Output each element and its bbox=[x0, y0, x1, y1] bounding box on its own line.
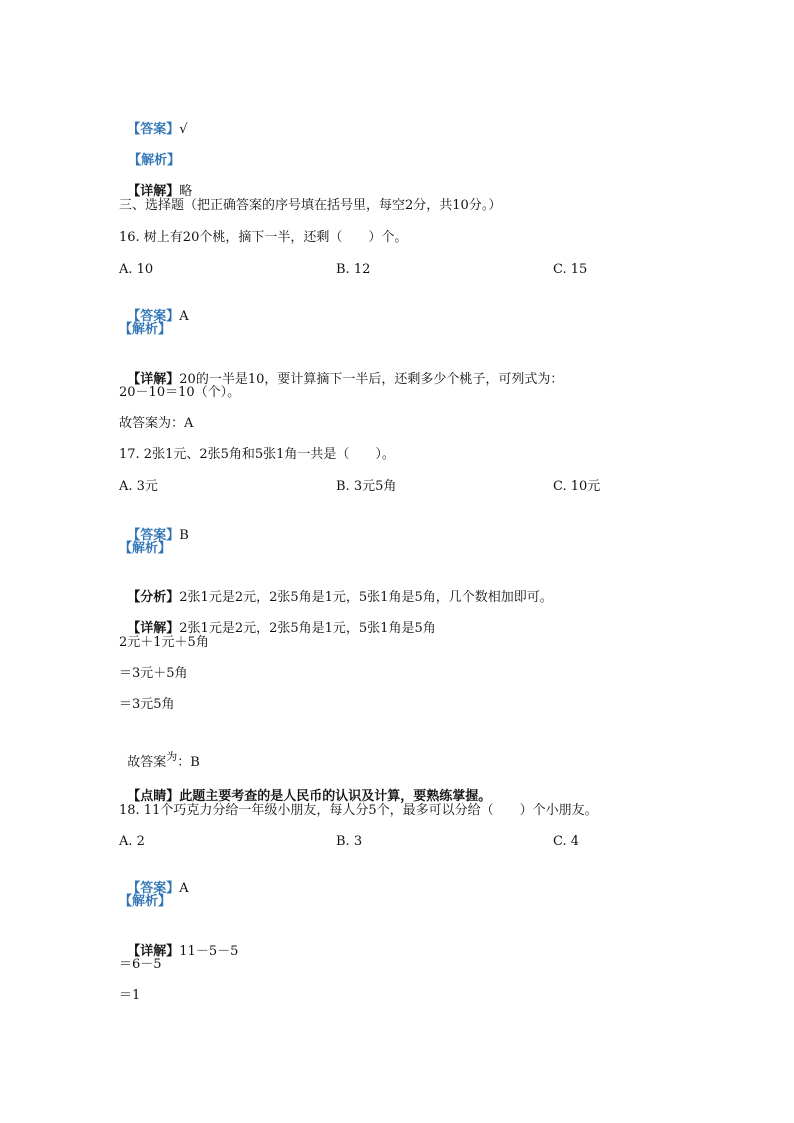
q18-answer-label: 【答案】 bbox=[127, 881, 180, 896]
q17-stem: 17. 2张1元、2张5角和5张1角一共是（ ）。 bbox=[119, 447, 395, 462]
q17-step-3: ＝3元5角 bbox=[119, 697, 175, 712]
q17-dianjing-text: 此题主要考查的是人民币的认识及计算，要熟练掌握。 bbox=[179, 789, 492, 804]
detail-prev bbox=[119, 165, 192, 201]
q17-detail-text: 2张1元是2元，2张5角是1元，5张1角是5角 bbox=[179, 621, 436, 636]
q17-conclusion-b: ：B bbox=[177, 755, 200, 770]
q18-option-a: A. 2 bbox=[119, 834, 145, 849]
q16-option-b: B. 12 bbox=[336, 262, 371, 277]
q17-option-a: A. 3元 bbox=[119, 479, 158, 494]
q17-step-1: 2元＋1元＋5角 bbox=[119, 635, 209, 650]
q17-analysis: 【解析】 bbox=[119, 541, 172, 556]
q16-detail-text: 20的一半是10，要计算摘下一半后，还剩多少个桃子，可列式为： bbox=[179, 372, 564, 387]
answer-label: 【答案】 bbox=[127, 122, 180, 137]
q16-stem: 16. 树上有20个桃，摘下一半，还剩（ ）个。 bbox=[119, 230, 408, 245]
q18-answer-value: A bbox=[179, 881, 189, 896]
detail-value: 略 bbox=[179, 184, 193, 199]
q17-detail-label: 【详解】 bbox=[127, 621, 180, 636]
q16-answer-value: A bbox=[179, 309, 189, 324]
q17-option-b: B. 3元5角 bbox=[336, 479, 397, 494]
q16-answer-label: 【答案】 bbox=[127, 309, 180, 324]
q17-conclusion-sup: 为 bbox=[166, 750, 178, 763]
q17-detail bbox=[119, 602, 436, 638]
q17-fenxi-label: 【分析】 bbox=[127, 590, 180, 605]
q18-option-b: B. 3 bbox=[336, 834, 363, 849]
q17-dianjing-label: 【点睛】 bbox=[127, 789, 180, 804]
q18-stem: 18. 11个巧克力分给一年级小朋友，每人分5个，最多可以分给（ ）个小朋友。 bbox=[119, 803, 598, 818]
q17-conclusion-a: 故答案 bbox=[127, 755, 167, 770]
q18-option-c: C. 4 bbox=[553, 834, 580, 849]
answer-value: √ bbox=[179, 122, 188, 137]
q16-analysis: 【解析】 bbox=[119, 322, 172, 337]
q16-detail-label: 【详解】 bbox=[127, 372, 180, 387]
analysis-label: 【解析】 bbox=[128, 153, 181, 168]
section-3-title: 三、选择题（把正确答案的序号填在括号里，每空2分，共10分。） bbox=[119, 198, 502, 213]
q16-calc: 20－10＝10（个）。 bbox=[119, 385, 241, 400]
q16-option-a: A. 10 bbox=[119, 262, 154, 277]
q18-detail-label: 【详解】 bbox=[127, 944, 180, 959]
q18-detail-text: 11－5－5 bbox=[179, 944, 239, 959]
q17-conclusion bbox=[119, 736, 200, 772]
q17-answer-value: B bbox=[179, 528, 189, 543]
q16-option-c: C. 15 bbox=[553, 262, 588, 277]
q17-dianjing bbox=[119, 770, 491, 806]
q17-step-2: ＝3元＋5角 bbox=[119, 666, 188, 681]
q17-answer-label: 【答案】 bbox=[127, 528, 180, 543]
q18-step-2: ＝1 bbox=[119, 988, 141, 1003]
q16-conclusion: 故答案为：A bbox=[119, 416, 194, 431]
q17-option-c: C. 10元 bbox=[553, 479, 601, 494]
q18-analysis: 【解析】 bbox=[119, 894, 172, 909]
q17-fenxi-text: 2张1元是2元，2张5角是1元，5张1角是5角，几个数相加即可。 bbox=[179, 590, 553, 605]
detail-label: 【详解】 bbox=[127, 184, 180, 199]
q18-step-1: ＝6－5 bbox=[119, 957, 162, 972]
